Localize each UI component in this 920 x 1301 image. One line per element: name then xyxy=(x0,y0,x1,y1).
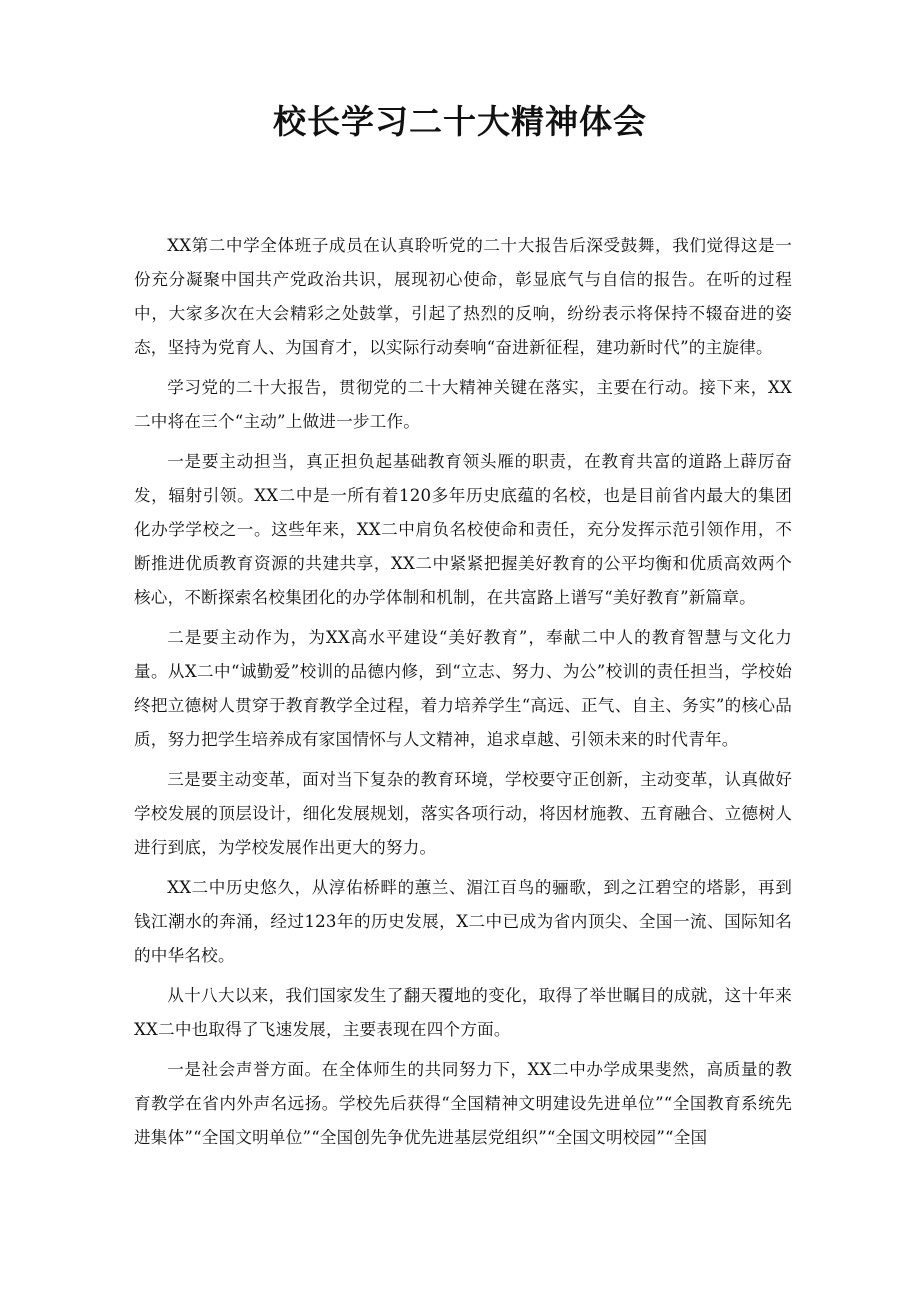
paragraph-third-initiative: 三是要主动变革，面对当下复杂的教育环境，学校要守正创新，主动变革，认真做好学校发展的顶层设计，细化发展规划，落实各项行动，将因材施教、五育融合、立德树人进行到底，为学校发展作出更大的努力。 xyxy=(134,770,792,857)
paragraph-history: XX二中历史悠久，从淳佑桥畔的蕙兰、湄江百鸟的骊歌，到之江碧空的塔影，再到钱江潮水的奔涌，经过123年的历史发展，X二中已成为省内顶尖、全国一流、国际知名的中华名校。 xyxy=(134,878,792,965)
paragraph-social-reputation: 一是社会声誉方面。在全体师生的共同努力下，XX二中办学成果斐然，高质量的教育教学在省内外声名远扬。学校先后获得“全国精神文明建设先进单位”“全国教育系统先进集体”“全国文明单位”“全国创先争优先进基层党组织”“全国文明校园”“全国 xyxy=(134,1060,792,1147)
document-title: 校长学习二十大精神体会 xyxy=(273,102,647,141)
paragraph-implementation: 学习党的二十大报告，贯彻党的二十大精神关键在落实，主要在行动。接下来，XX二中将在三个“主动”上做进一步工作。 xyxy=(134,378,792,431)
paragraph-second-initiative: 二是要主动作为，为XX高水平建设“美好教育”，奉献二中人的教育智慧与文化力量。从X二中“诚勤爱”校训的品德内修，到“立志、努力、为公”校训的责任担当，学校始终把立德树人贯穿于教育教学全过程，着力培养学生“高远、正气、自主、务实”的核心品质，努力把学生培养成有家国情怀与人文精神，追求卓越、引领未来的时代青年。 xyxy=(134,628,792,749)
paragraph-decade-development: 从十八大以来，我们国家发生了翻天覆地的变化，取得了举世瞩目的成就，这十年来XX二中也取得了飞速发展，主要表现在四个方面。 xyxy=(134,986,792,1039)
document-body xyxy=(134,229,792,1161)
paragraph-intro: XX第二中学全体班子成员在认真聆听党的二十大报告后深受鼓舞，我们觉得这是一份充分凝聚中国共产党政治共识，展现初心使命，彰显底气与自信的报告。在听的过程中，大家多次在大会精彩之处鼓掌，引起了热烈的反响，纷纷表示将保持不辍奋进的姿态，坚持为党育人、为国育才，以实际行动奏响“奋进新征程，建功新时代”的主旋律。 xyxy=(134,236,792,357)
paragraph-first-initiative: 一是要主动担当，真正担负起基础教育领头雁的职责，在教育共富的道路上薜厉奋发，辐射引领。XX二中是一所有着120多年历史底蕴的名校，也是目前省内最大的集团化办学学校之一。这些年来，XX二中肩负名校使命和责任，充分发挥示范引领作用，不断推进优质教育资源的共建共享，XX二中紧紧把握美好教育的公平均衡和优质高效两个核心，不断探索名校集团化的办学体制和机制，在共富路上谱写“美好教育”新篇章。 xyxy=(134,452,792,607)
